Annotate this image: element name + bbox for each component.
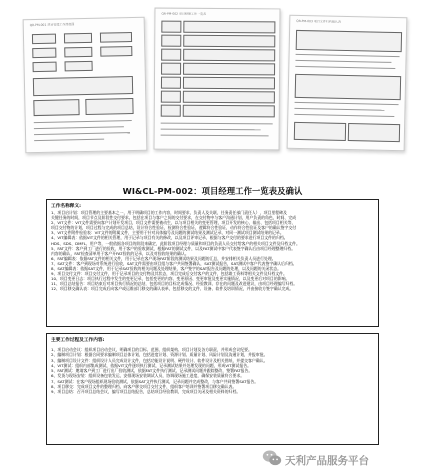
definition-line: 项目交付物的计划，项目过程与完成的项目总结，设计符合性验证，检测符合性验证，逻辑符合性验证，动作符合性验证及客户的确认签字交付 — [51, 225, 297, 231]
definition-line: 9、项目交付文件：项目交付文件，用于记录项目的交付物及其状态，项目完成后交付客户的文件，包括竣工资料等相关文件及归档文件。 — [51, 271, 287, 277]
process-line: 8、项目移交：完成项目文件的整理归档，向客户移交项目交付文件，组织客户培训并签署项目移交确认表。 — [51, 383, 237, 389]
page-title: WI&CL-PM-002：项目经理工作一览表及确认 — [122, 186, 303, 196]
process-line: 4、VIT测试：组织内部集成测试，依据VIT文件逐项执行测试，记录测试结果并处理发现的问题，形成VIT测试报告。 — [51, 362, 251, 368]
definition-line: 12、项目移交确认表：项目完成后向客户或运维部门移交的确认表单，包括移交的文件、设备、软件及培训情况，并由接收方签字确认完成。 — [51, 286, 294, 292]
thumbnail-sheet-1 — [23, 17, 148, 154]
definition-line: 6、FAT编辑表：依据FAT文件的相关文件，用于记录在客户现场FAT阶段的测试结果及问题的汇总，并安排相关负责人员进行处理。 — [51, 255, 276, 261]
process-line: 9、项目总结：召开项目总结会议，编写项目总结报告，总结项目经验教训，完成项目关闭及相关资料的归档。 — [51, 389, 241, 394]
thumbnail-header: QR-PM-003 项目文件归档确认表 — [296, 18, 341, 24]
watermark — [261, 447, 425, 473]
definition-line: 11、项目总结报告：项目结束后对项目执行情况的总结，包括项目的目标完成情况、经验教训、存在的问题及改进建议，由项目经理编写归档。 — [51, 281, 298, 287]
definition-line: 5、FAT文件：客户到工厂进行的验收，用于客户的验收测试，根据FAT的测试文件，以及FAT测试中客户代表签字确认后由项目经理整理归档。 — [51, 245, 296, 251]
definition-line: 1、项目启计划：项目管理的主要基本之一，用于明确项目的工作内容，时间要求，负责人及关联，任务责任部门责任人），项目里程碑及 — [51, 210, 287, 215]
definitions-heading: 工作名称释义: — [51, 204, 81, 209]
thumbnail-header: QR-PM-001 项目管理工作流程图 — [29, 22, 75, 28]
process-box — [46, 333, 379, 445]
process-line: 5、FAT测试：邀请客户到工厂进行出厂验收测试，依据FAT文件执行测试，记录测试问题并跟踪整改，签署FAT报告。 — [51, 368, 253, 373]
process-line: 2、编制项目计划：根据合同要求编制项目总体计划，包括进度计划、资源计划、质量计划、风险计划及沟通计划，并报审批。 — [51, 352, 268, 358]
thumbnail-sheet-3 — [287, 15, 408, 151]
definitions-box — [46, 199, 379, 327]
definition-line: 10、项目变更日志：项目执行过程中发生的变更记录，包括变更的内容、变更原因、变更审批及变更实施情况，以及变更后对项目的影响。 — [51, 276, 290, 282]
process-heading: 主要工作过程及工作内容: — [51, 338, 105, 343]
definitions-list — [51, 210, 374, 292]
definition-line: 内容的确认，FAT检查清单用于客户开FAT验收的记录，以及对验收结果的确认。 — [51, 250, 189, 256]
thumbnail-header: QR-PM-002 项目经理工作一览表 — [161, 11, 207, 16]
thumbnail-sheet-2 — [154, 8, 281, 151]
definition-line: HDS、SDS、DMFL、用户等，一般依据各项目的阶段来确定，此阶段项目经理与质量和项目的负责人员交付给客户的相关项目文件及归档文件。 — [51, 240, 300, 246]
process-line: 6、发货与现场安装：组织设备包装发运，安排现场安装调试人员，协调现场施工进度，确保安装质量符合要求。 — [51, 373, 245, 379]
process-list — [51, 347, 374, 394]
process-line: 3、编制项目设计文件：组织设计人员完成设计文件，包括功能设计说明、硬件设计、软件设计及相关图纸，并提交客户确认。 — [51, 357, 268, 363]
definition-line: 7、SAT文件：客户到现场对系统进行验收，SAT文件需要由项目组与客户共同签署确认，SAT测试报告，SAT测试中客户代表签字确认后归档。 — [51, 260, 297, 266]
definition-line: 8、SAT编辑表：依据SAT文件，用于记录SAT验收的相关问题及处理结果，客户签字的SAT报告及问题的处理，以及问题的关闭状态。 — [51, 266, 282, 272]
wechat-logo-icon — [261, 447, 283, 469]
process-line: 7、SAT测试：在客户现场组织现场验收测试，依据SAT文件执行测试，记录问题并完成整改，与客户共同签署SAT报告。 — [51, 378, 259, 384]
definition-line: 2、VIT文件：VIT文件需要向客户计划开发项目，项目文件需要被动生，以与项目相关的变更管理，项目开发的核心，输出、包括项目相关等， — [51, 220, 296, 226]
definition-line: 4、VIT编辑表：依据VIT文件的相关管理，用于记录与项目有关的修改，以及项目评审记录，根据与客户交付的要求进行项目文件的归档。 — [51, 235, 288, 241]
definition-line: 关键任务的时间，项目节点及阶段性交付要求。包括在项目与客户之间的交付要求，在交付物中与客户沟通计划，用户负责的角色，时间、完成 — [51, 215, 297, 221]
watermark-text: 天利产品服务平台 — [285, 455, 369, 467]
definition-line: 3、VIT文件附件检验表：VIT文件的附属文件，主要用于针对具体编号及问题的测试结果及测试记录，对同一测试项目测试结果的记录。 — [51, 230, 284, 236]
document-thumbnails — [24, 6, 406, 156]
process-line: 1、项目启动会议：组织项目启动会议，明确项目的目标、范围、组织架构、项目计划及各方职责，并形成会议纪要。 — [51, 347, 252, 352]
